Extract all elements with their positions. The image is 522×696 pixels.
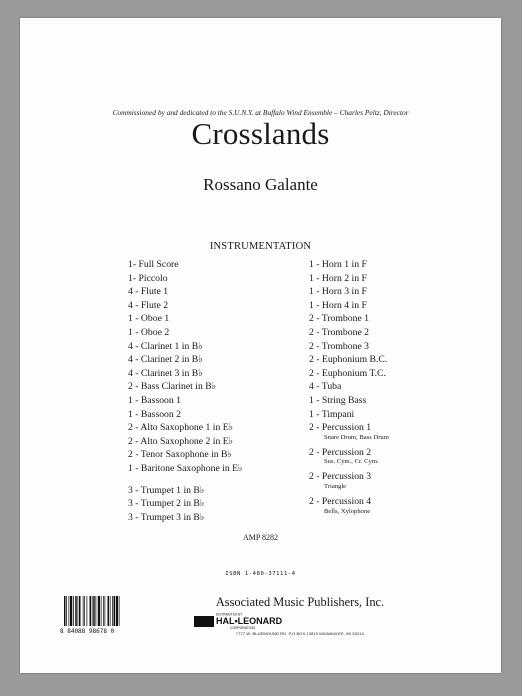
part-line: 3 - Trumpet 3 in B♭ bbox=[128, 511, 205, 523]
part-line: 1- Full Score bbox=[128, 259, 179, 270]
percussion-part: 2 - Percussion 3 bbox=[309, 471, 372, 483]
barcode-bars bbox=[64, 596, 120, 626]
part-line: 1 - String Bass bbox=[309, 394, 367, 406]
barcode-bar bbox=[101, 596, 102, 626]
part-line: 2 - Trombone 1 bbox=[309, 313, 370, 325]
part-line: 1 - Bassoon 2 bbox=[128, 408, 182, 420]
barcode-bar bbox=[78, 596, 79, 626]
barcode-bar bbox=[108, 596, 110, 626]
barcode-bar bbox=[64, 596, 66, 626]
barcode-bar bbox=[79, 596, 81, 626]
barcode-bar bbox=[92, 596, 93, 626]
part-line: 3 - Trumpet 2 in B♭ bbox=[128, 498, 205, 510]
hal-leonard-wordmark: HAL•LEONARD bbox=[216, 616, 283, 626]
barcode-bar bbox=[66, 596, 67, 626]
percussion-part: 2 - Percussion 1 bbox=[309, 422, 372, 434]
barcode bbox=[60, 594, 140, 634]
score-cover-page bbox=[20, 18, 501, 673]
part-line: 1- Piccolo bbox=[128, 272, 168, 284]
piece-title: Crosslands bbox=[191, 116, 330, 151]
barcode-bar bbox=[112, 596, 113, 626]
barcode-bar bbox=[103, 596, 104, 626]
part-line: 1 - Horn 3 in F bbox=[309, 286, 367, 298]
instrumentation-right-column bbox=[309, 258, 389, 520]
part-line: 4 - Clarinet 1 in B♭ bbox=[128, 340, 203, 352]
barcode-bar bbox=[114, 596, 116, 626]
part-line: 2 - Alto Saxophone 2 in E♭ bbox=[128, 435, 234, 447]
commission-note: Commissioned by and dedicated to the S.U.N.Y. at Buffalo Wind Ensemble – Charles Peltz, Director bbox=[112, 108, 409, 117]
part-line: 1 - Horn 4 in F bbox=[309, 299, 367, 311]
part-line: 4 - Clarinet 3 in B♭ bbox=[128, 367, 203, 379]
barcode-bar bbox=[87, 596, 88, 626]
part-line: 4 - Flute 2 bbox=[128, 299, 169, 311]
hal-leonard-emblem bbox=[194, 616, 214, 627]
part-line: 2 - Tenor Saxophone in B♭ bbox=[128, 449, 233, 461]
percussion-instruments: Snare Drum, Bass Drum bbox=[324, 433, 389, 441]
barcode-digits: 8 84088 98678 0 bbox=[60, 628, 115, 634]
percussion-instruments: Bells, Xylophone bbox=[324, 507, 371, 515]
instrumentation-left-column bbox=[128, 258, 243, 524]
barcode-bar bbox=[69, 596, 70, 626]
corporation-text: CORPORATION bbox=[230, 626, 255, 630]
barcode-bar bbox=[93, 596, 95, 626]
percussion-instruments: Triangle bbox=[324, 482, 347, 490]
part-line: 2 - Trombone 3 bbox=[309, 340, 370, 352]
barcode-bar bbox=[116, 596, 118, 626]
part-line: 4 - Tuba bbox=[309, 381, 342, 393]
composer-name: Rossano Galante bbox=[203, 175, 318, 194]
part-line: 1 - Oboe 1 bbox=[128, 313, 170, 325]
barcode-bar bbox=[90, 596, 92, 626]
percussion-part: 2 - Percussion 4 bbox=[309, 495, 372, 507]
part-line: 4 - Clarinet 2 in B♭ bbox=[128, 354, 203, 366]
percussion-instruments: Sus. Cym., Cr. Cym. bbox=[324, 458, 379, 466]
part-line: 3 - Trumpet 1 in B♭ bbox=[128, 484, 205, 496]
part-line: 2 - Euphonium B.C. bbox=[309, 354, 388, 366]
percussion-part: 2 - Percussion 2 bbox=[309, 446, 372, 458]
barcode-bar bbox=[70, 596, 72, 626]
catalog-number: AMP 8282 bbox=[242, 533, 279, 542]
isbn-number: ISBN 1-480-37111-4 bbox=[225, 571, 296, 577]
part-line: 2 - Trombone 2 bbox=[309, 326, 370, 338]
barcode-bar bbox=[75, 596, 77, 626]
part-line: 1 - Horn 1 in F bbox=[309, 259, 367, 270]
instrumentation-heading: INSTRUMENTATION bbox=[209, 241, 312, 252]
barcode-bar bbox=[83, 596, 84, 626]
distributed-by-text: DISTRIBUTED BY bbox=[216, 612, 243, 617]
barcode-bar bbox=[110, 596, 111, 626]
part-line: 2 - Bass Clarinet in B♭ bbox=[128, 381, 217, 393]
part-line: 2 - Euphonium T.C. bbox=[309, 367, 386, 379]
part-line: 1 - Baritone Saxophone in E♭ bbox=[128, 462, 243, 474]
part-line: 1 - Bassoon 1 bbox=[128, 394, 182, 406]
hal-leonard-logo bbox=[192, 611, 362, 631]
part-line: 4 - Flute 1 bbox=[128, 286, 169, 298]
part-line: 1 - Timpani bbox=[309, 408, 355, 420]
publisher-name: Associated Music Publishers, Inc. bbox=[215, 595, 385, 609]
part-line: 1 - Oboe 2 bbox=[128, 326, 170, 338]
barcode-bar bbox=[98, 596, 100, 626]
distributor-address: 7777 W. BLUEMOUND RD. P.O.BOX 13819 MILWAUKEE, WI 53213 bbox=[235, 631, 365, 636]
part-line: 2 - Alto Saxophone 1 in E♭ bbox=[128, 422, 234, 434]
barcode-bar bbox=[84, 596, 85, 626]
part-line: 1 - Horn 2 in F bbox=[309, 272, 367, 284]
barcode-bar bbox=[119, 596, 120, 626]
barcode-bar bbox=[73, 596, 74, 626]
barcode-bar bbox=[105, 596, 106, 626]
barcode-bar bbox=[96, 596, 97, 626]
